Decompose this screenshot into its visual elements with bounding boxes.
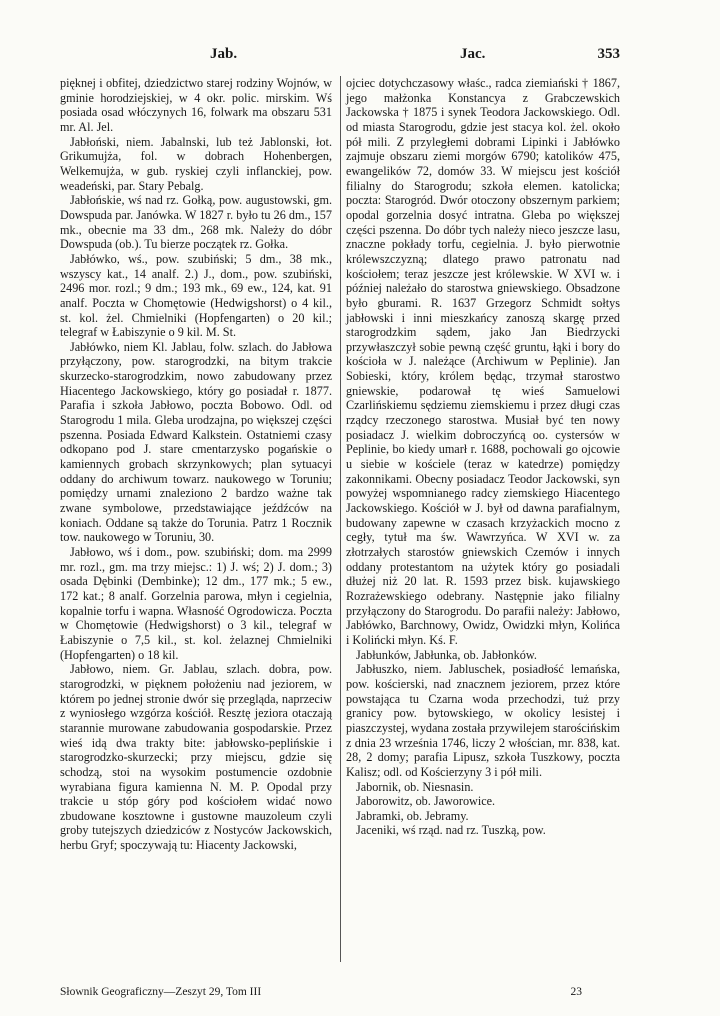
left-column	[60, 76, 332, 853]
entry-paragraph: Jabornik, ob. Niesnasin.	[356, 779, 474, 794]
signature-number: 23	[570, 986, 582, 998]
page-header	[60, 46, 620, 70]
entry-paragraph: pięknej i obfitej, dziedzictwo starej rodziny Wojnów, w gminie horodziejskiej, w 4 okr. polic. mirskim. Wś posiada osad włóczynych 16, folwark ma obszaru 531 mr. Al. Jel.	[60, 76, 332, 134]
entry-paragraph: Jabłówko, niem Kl. Jablau, folw. szlach. do Jabłowa przyłączony, pow. starogrodzki, na bitym trakcie skurzecko-starogrodzkim, nowo zabudowany przez Hiacentego Jackowskiego, który go posiadał r. 1877. Parafia i szkoła Jabłowo, poczta Bobowo. Odl. od Starogrodu 1 mila. Gleba urodzajna, po większej części pszenna. Posiada Edward Kalkstein. Ostatniemi czasy odkopano pod J. stare cmentarzysko pogańskie o kamiennych grobach skrzynkowych; plan sytuacyi oddany do archiwum towarz. naukowego w Toruniu; pomiędzy urnami znaleziono 2 bardzo ważne tak zwane symbolowe, przedstawiające jeźdźców na koniach. Oddane są także do Torunia. Patrz 1 Rocznik tow. naukowego w Toruniu, 30.	[60, 339, 332, 545]
column-divider	[340, 76, 341, 962]
publication-signature: Słownik Geograficzny—Zeszyt 29, Tom III	[60, 986, 262, 998]
running-head-center: Jac.	[460, 46, 486, 62]
page-number: 353	[597, 46, 620, 62]
entry-paragraph: Jabłoński, niem. Jabalnski, lub też Jablonski, łot. Grikumujża, fol. w dobrach Hohenbergen, Welkemujża, w gub. ryskiej czyli inflanckiej, pow. weadeński, par. Stary Pebalg.	[60, 134, 332, 193]
entry-paragraph: Jabłowo, niem. Gr. Jablau, szlach. dobra, pow. starogrodzki, w pięknem położeniu nad jeziorem, w którem po jednej stronie dwór się przegląda, naprzeciw z wyniosłego wzgórza kościół. Resztę jeziora otaczają starannie murowane zabudowania gospodarskie. Przez wieś idą dwa trakty bite: jabłowsko-peplińskie i starogrodzko-skurzecki; przy miejscu, gdzie się schodzą, stoi na wysokim postumencie ozdobnie wyrabiana figura kamienna N. M. P. Opodal przy trakcie u stóp góry pod kościołem widać nowo zbudowane kosztowne i gustowne mauzoleum czyli groby tutejszych dziedziców z Nostyców Jackowskich, herbu Gryf; spoczywają tu: Hiacenty Jackowski,	[60, 662, 332, 853]
entry-paragraph: Jaborowitz, ob. Jaworowice.	[356, 794, 496, 809]
entry-paragraph: Jabłowo, wś i dom., pow. szubiński; dom. ma 2999 mr. rozl., gm. ma trzy miejsc.: 1) J. wś; 2) J. dom.; 3) osada Dębinki (Dembinke); 12 dm., 177 mk.; 5 ew., 172 kat.; 8 analf. Gorzelnia parowa, młyn i cegielnia, kopalnie torfu i wapna. Własność Ogrodowicza. Poczta w Chomętowie (Hedwigshorst) o 3 kil., telegraf w Łabiszynie o 7,5 kil., st. kol. żelaznej Chmielniki (Hopfengarten) o 18 kil.	[60, 545, 332, 662]
entry-paragraph: Jabłońskie, wś nad rz. Gołką, pow. augustowski, gm. Dowspuda par. Janówka. W 1827 r. było tu 26 dm., 157 mk., obecnie ma 33 dm., 268 mk. Należy do dóbr Dowspuda (ob.). Tu bierze początek rz. Gołka.	[60, 193, 332, 252]
entry-paragraph: Jabłunków, Jabłunka, ob. Jabłonków.	[356, 647, 537, 662]
entry-paragraph: Jaceniki, wś rząd. nad rz. Tuszką, pow.	[356, 823, 546, 838]
entry-paragraph: Jabramki, ob. Jebramy.	[356, 808, 469, 823]
right-column	[346, 76, 620, 838]
running-head-left: Jab.	[210, 46, 238, 62]
entry-paragraph: Jabłuszko, niem. Jabluschek, posiadłość lemańska, pow. kościerski, nad znacznem jeziorem, przez które powstająca tu Czarna woda przechodzi, tuż przy granicy pow. bytowskiego, w okolicy lesistej i piaszczystej, wydana została przywilejem starościńskim z dnia 23 września 1746, liczy 2 włościan, mr. 838, kat. 28, 2 domy; parafia Lipusz, szkoła Tuszkowy, poczta Kalisz; odl. od Kościerzyny 3 i pół mili.	[346, 662, 620, 779]
entry-paragraph: ojciec dotychczasowy właśc., radca ziemiański † 1867, jego małżonka Konstancya z Grabczewskich Jackowska † 1875 i synek Teodora Jackowskiego. Odl. od miasta Starogrodu, gdzie jest stacya kol. żel. około pół mili. Z przyległemi dobrami Lipinki i Jabłówko zajmuje obszaru ziemi morgów 6790; katolików 475, ewangelików 72, domów 33. W miejscu jest kościół filialny do Starogrodu; szkoła elemen. katolicka; poczta: Starogród. Dwór otoczony obszernym parkiem; opodal gorzelnia dosyć intratna. Gleba po większej części pszenna. Do dóbr tych należy nieco jeszcze lasu, znaczne pokłady torfu, cegielnia. J. było pierwotnie królewszczyzną; dlatego prawo patronatu nad kościołem; teraz jeszcze jest królewskie. W XVI w. i później należało do starostwa gniewskiego. Obsadzone było gburami. R. 1637 Grzegorz Schmidt sołtys jabłowski i inni mieszkańcy zanoszą skargę przed starogrodzkim sądem, jako Jan Biedrzycki przywłaszczył sobie pewną część gruntu, łąki i bory do kościoła w J. należące (Archiwum w Peplinie). Jan Sobieski, który, królem będąc, trzymał starostwo gniewskie, podarował tę wieś Samuelowi Czarlińskiemu sędziemu ziemskiemu i przez długi czas rządcy rzeczonego starostwa. Musiał być ten nowy posiadacz J. wielkim dobroczyńcą oo. cystersów w Peplinie, bo kiedy umarł r. 1688, pochowali go ojcowie u siebie w kościele (teraz w katedrze) pomiędzy zakonnikami. Obecny posiadacz Teodor Jackowski, syn powyżej wspomnianego radcy ziemskiego Hiacentego Jackowskiego. Kościół w J. był od dawna parafialnym, budowany zapewne w czasach krzyżackich mocno z cegły, tytuł ma św. Wawrzyńca. W XVI w. za złotrzałych starostów gniewskich Czemów i innych oddany protestantom na użytek który go posiadali dłużej niż 20 lat. R. 1593 przez bisk. kujawskiego Rozrażewskiego odebrany. Następnie jako filialny przyłączony do Starogrodu. Do parafii należy: Jabłowo, Jabłówko, Barchnowy, Owidz, Owidzki młyn, Kolińca i Kolińcki młyn. Kś. F.	[346, 76, 620, 647]
entry-paragraph: Jabłówko, wś., pow. szubiński; 5 dm., 38 mk., wszyscy kat., 14 analf. 2.) J., dom., pow. szubiński, 2496 mor. rozl.; 9 dm.; 193 mk., 69 ew., 124, kat. 91 analf. Poczta w Chomętowie (Hedwigshorst) o 4 kil., st. kol. żel. Chmielniki (Hopfengarten) o 20 kil.; telegraf w Łabiszynie o 9 kil. M. St.	[60, 251, 332, 340]
